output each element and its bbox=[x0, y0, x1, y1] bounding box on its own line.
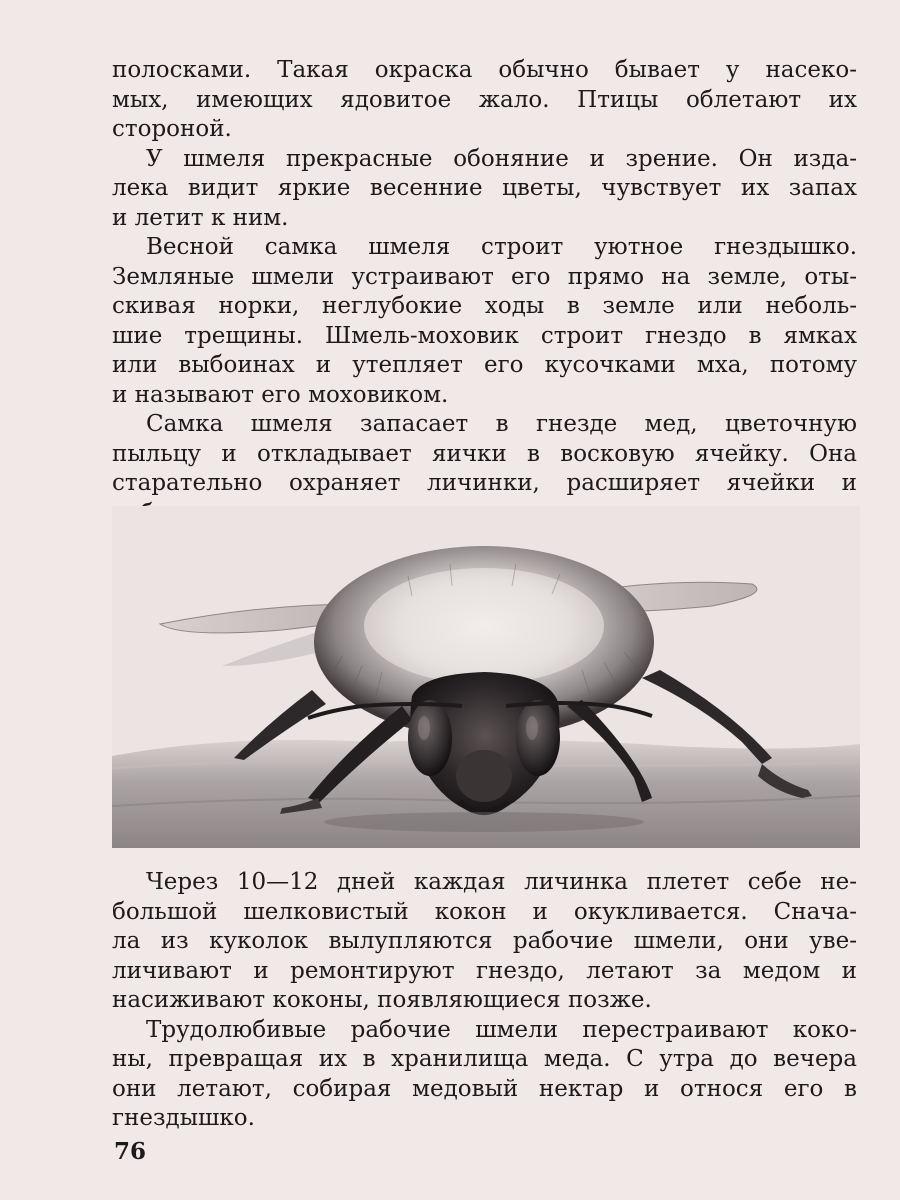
text-line: стороной. bbox=[112, 116, 232, 142]
paragraph bbox=[112, 868, 857, 1016]
paragraph bbox=[112, 1016, 857, 1134]
paragraph bbox=[112, 145, 857, 234]
text-line: мых, имеющих ядовитое жало. Птицы облетают их bbox=[112, 86, 857, 113]
text-block-bottom bbox=[112, 868, 857, 1134]
text-line: личивают и ремонтируют гнездо, летают за медом и bbox=[112, 957, 857, 984]
text-line: ла из куколок вылупляются рабочие шмели, они уве- bbox=[112, 928, 857, 954]
text-line: Весной самка шмеля строит уютное гнездышко. bbox=[146, 234, 857, 260]
text-line: Самка шмеля запасает в гнезде мед, цветочную bbox=[146, 411, 857, 437]
paragraph bbox=[112, 56, 857, 145]
paragraph bbox=[112, 233, 857, 410]
text-line: полосками. Такая окраска обычно бывает у насеко- bbox=[112, 57, 857, 83]
page-number: 76 bbox=[114, 1138, 147, 1165]
text-line: лека видит яркие весенние цветы, чувствует их запах bbox=[112, 175, 857, 201]
text-line: они летают, собирая медовый нектар и относя его в bbox=[112, 1075, 857, 1102]
text-line: Через 10—12 дней каждая личинка плетет себе не- bbox=[146, 869, 857, 895]
text-line: Трудолюбивые рабочие шмели перестраивают коко- bbox=[146, 1016, 857, 1043]
text-line: ны, превращая их в хранилища меда. С утра до вечера bbox=[112, 1046, 857, 1072]
text-block-top bbox=[112, 56, 857, 528]
text-line: или выбоинах и утепляет его кусочками мха, потому bbox=[112, 352, 857, 378]
bumblebee-photo bbox=[112, 506, 860, 848]
text-line: пыльцу и откладывает яички в восковую ячейку. Она bbox=[112, 440, 857, 467]
text-line: шие трещины. Шмель-моховик строит гнездо в ямках bbox=[112, 322, 857, 349]
text-line: старательно охраняет личинки, расширяет ячейки и bbox=[112, 470, 857, 496]
text-line: и летит к ним. bbox=[112, 204, 289, 231]
text-line: У шмеля прекрасные обоняние и зрение. Он изда- bbox=[146, 145, 857, 172]
text-line: гнездышко. bbox=[112, 1105, 255, 1131]
text-line: и называют его моховиком. bbox=[112, 381, 449, 408]
text-line: Земляные шмели устраивают его прямо на земле, оты- bbox=[112, 263, 857, 290]
text-line: скивая норки, неглубокие ходы в земле или неболь- bbox=[112, 293, 857, 319]
text-line: большой шелковистый кокон и окукливается. Снача- bbox=[112, 898, 857, 925]
text-line: насиживают коконы, появляющиеся позже. bbox=[112, 987, 652, 1013]
